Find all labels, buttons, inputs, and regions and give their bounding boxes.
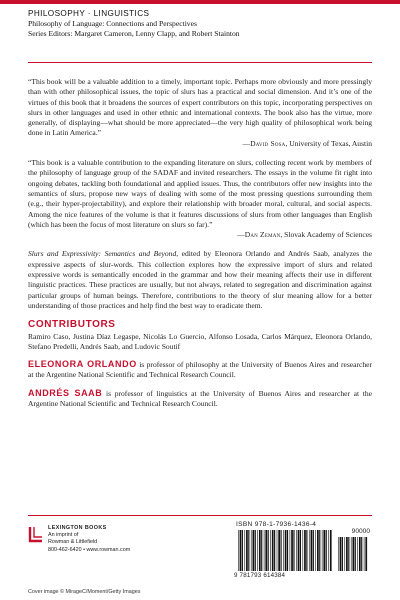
barcode-bar xyxy=(238,530,239,571)
bio-name-saab: ANDRÉS SAAB xyxy=(28,387,103,398)
barcode-bar xyxy=(278,530,280,571)
barcode-bar xyxy=(365,537,367,571)
publisher-block xyxy=(48,525,130,554)
barcode-bar xyxy=(265,530,267,571)
endorser-affiliation-2: , Slovak Academy of Sciences xyxy=(280,230,372,240)
barcode-bar xyxy=(348,537,349,571)
barcode-bar xyxy=(311,530,313,571)
barcode-bar xyxy=(344,537,345,571)
barcode-bar xyxy=(340,537,342,571)
endorser-name-1: David Sosa xyxy=(250,138,286,148)
barcode-bar xyxy=(319,530,320,571)
series-title: Philosophy of Language: Connections and Perspectives xyxy=(28,19,197,28)
barcode-bar xyxy=(270,530,271,571)
barcode-bar xyxy=(357,537,358,571)
endorsement-attribution-1: —David Sosa, University of Texas, Austin xyxy=(242,138,372,148)
barcode-bar xyxy=(355,537,356,571)
bio-text-saab: is professor of linguistics at the University of Buenos Aires and researcher at the Argentine National Scientific and Technical Research Council. xyxy=(28,388,373,409)
publisher-contact: 800-462-6420 • www.rowman.com xyxy=(48,546,131,553)
barcode-bar xyxy=(303,530,304,571)
barcode-bar xyxy=(293,530,294,571)
publisher-name: LEXINGTON BOOKS xyxy=(48,525,107,531)
publisher-imprint-line-1: An imprint of xyxy=(48,532,79,539)
barcode-bar xyxy=(364,537,365,571)
barcode-bar xyxy=(253,530,255,571)
barcode-bar xyxy=(298,530,300,571)
barcode-bar xyxy=(268,530,269,571)
footer-area xyxy=(28,519,372,583)
barcode-bar xyxy=(330,530,332,571)
barcode-bar xyxy=(285,530,287,571)
barcode-bar xyxy=(296,530,297,571)
barcode-bar xyxy=(306,530,307,571)
barcode-bar xyxy=(242,530,243,571)
barcode-bar xyxy=(346,537,348,571)
barcode-bar xyxy=(315,530,316,571)
barcode-bar xyxy=(251,530,252,571)
top-rule xyxy=(28,62,372,63)
barcode-bar xyxy=(323,530,325,571)
cover-image-credit: Cover image © MirageC/Moment/Getty Images xyxy=(28,589,141,595)
book-description xyxy=(28,249,372,311)
barcode-bar xyxy=(322,530,323,571)
bottom-rule xyxy=(28,515,372,516)
barcode-bar xyxy=(281,530,282,571)
barcode-bar xyxy=(277,530,278,571)
endorser-name-2: Dan Zeman xyxy=(244,230,281,240)
bio-name-orlando: ELEONORA ORLANDO xyxy=(28,359,137,370)
barcode-bar xyxy=(326,530,327,571)
barcode-bar xyxy=(300,530,301,571)
barcode-bar xyxy=(240,530,242,571)
endorsement-quote-2: “This book is a valuable contribution to the expanding literature on slurs, collecting recent work by members of the philosophy of language group of the SADAF and invited researchers. The essays in the volume fit right into ongoing debates, tackling both foundational and applied issues. Thus, the contributors offer new insights into the semantics of slurs, propose new ways of dealing with some of the most pressing questions surrounding them (e.g., their hyper-projectability), and explore their relationship with broader moral, cultural, and social aspects. Among the nice features of the volume is that it features discussions of slurs from other languages than English (which has been the focus of most literature on slurs so far).” xyxy=(28,158,372,229)
description-text: , edited by Eleonora Orlando and Andrés Saab, analyzes the expressive aspects of slur-words. This collection explores how the expressive import of slurs and related expressive words is semantically encoded in the grammar and how their meaning affects their use in different linguistic practices. These practices are usually, but not always, related to segregation and discrimination against particular groups of human beings. Therefore, contributions to the theory of slur meaning allow for a better understanding of those practices and help find the best way to eradicate them. xyxy=(28,249,372,310)
isbn-number: ISBN 978-1-7936-1436-4 xyxy=(236,521,317,528)
barcode-bar xyxy=(246,530,248,571)
barcode-bar xyxy=(304,530,306,571)
endorsement-attribution-2: —Dan Zeman, Slovak Academy of Sciences xyxy=(237,230,372,240)
main-content xyxy=(28,77,372,409)
barcode-bar xyxy=(309,530,310,571)
barcode-bar xyxy=(317,530,319,571)
bio-text-orlando: is professor of philosophy at the University of Buenos Aires and researcher at the Argentine National Scientific and Technical Research Council. xyxy=(28,360,372,380)
subject-category: PHILOSOPHY · LINGUISTICS xyxy=(28,9,150,18)
book-title: Slurs and Expressivity: Semantics and Beyond xyxy=(28,249,177,259)
barcode-bar xyxy=(283,530,284,571)
lexington-books-logo-icon xyxy=(28,525,44,543)
contributors-heading: CONTRIBUTORS xyxy=(28,319,116,331)
contributors-names: Ramiro Caso, Justina Díaz Legaspe, Nicolás Lo Guercio, Alfonso Losada, Carlos Márquez, Eleonora Orlando, Stefano Predelli, Andrés Saab, and Ludovic Soutif xyxy=(28,331,372,351)
barcode-bar xyxy=(248,530,249,571)
barcode-bar xyxy=(351,537,352,571)
barcode-bar xyxy=(259,530,261,571)
series-editors: Series Editors: Margaret Cameron, Lenny Clapp, and Robert Stainton xyxy=(28,29,240,38)
barcode-bar xyxy=(290,530,291,571)
isbn-barcode xyxy=(234,521,372,581)
price-code: 90000 xyxy=(351,528,370,535)
barcode-bar xyxy=(261,530,262,571)
barcode-bar xyxy=(313,530,314,571)
top-accent-bar xyxy=(0,0,400,4)
barcode-bar xyxy=(291,530,293,571)
barcode-bar xyxy=(353,537,355,571)
barcode-bar xyxy=(338,537,339,571)
barcode-bar xyxy=(342,537,343,571)
barcode-bar xyxy=(264,530,265,571)
endorser-affiliation-1: , University of Texas, Austin xyxy=(285,138,372,148)
barcode-bar xyxy=(361,537,362,571)
barcode-bar xyxy=(257,530,258,571)
barcode-bar xyxy=(255,530,256,571)
barcode-bar xyxy=(272,530,274,571)
barcode-bar xyxy=(328,530,329,571)
contributors-section xyxy=(28,320,372,352)
barcode-digits: 9 781793 614384 xyxy=(234,572,286,579)
publisher-imprint-line-2: Rowman & Littlefield xyxy=(48,539,98,546)
barcode-bar xyxy=(287,530,288,571)
series-info xyxy=(28,9,378,39)
barcode-bar xyxy=(274,530,275,571)
bio-orlando xyxy=(28,359,372,381)
bio-saab xyxy=(28,388,372,410)
barcode-bar xyxy=(359,537,361,571)
barcode-bar xyxy=(244,530,245,571)
endorsement-quote-1: “This book will be a valuable addition to a timely, important topic. Perhaps more obviously and more pressingly than with other philosophical issues, the topic of slurs has a practical and social dimension. And it’s one of the virtues of this book that it broadens the sources of expert contributors on this topic, incorporating perspectives on slurs in other languages and used in other ethnic and international contexts. The book also has the virtue, more generally, of displaying—what should be more appreciated—the very high quality of philosophical work being done in Latin America.” xyxy=(28,77,372,138)
